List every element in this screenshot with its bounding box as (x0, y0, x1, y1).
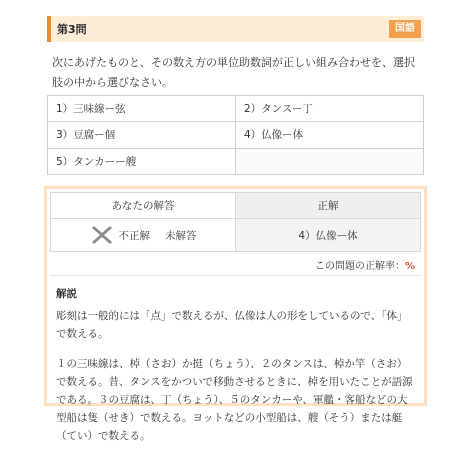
choice-2: 2）タンスー丁 (236, 96, 424, 122)
question-header (47, 16, 424, 42)
correct-answer-header: 正解 (236, 193, 421, 219)
choice-1: 1）三味線ー弦 (48, 96, 236, 122)
choice-3: 3）豆腐ー個 (48, 122, 236, 148)
explanation-paragraph-2: １の三味線は、棹（さお）か挺（ちょう）、２のタンスは、棹か竿（さお）で数える。昔、タンスをかついで移動させるときに、棹を用いたことが語源である。３の豆腐は、丁（ちょう）、５のタンカーや、軍艦・客船などの大型船は隻（せき）で数える。ヨットなどの小型船は、艘（そう）または艇（てい）で数える。 (56, 358, 413, 442)
incorrect-label: 不正解 (118, 229, 150, 242)
choice-5: 5）タンカーー艘 (48, 148, 236, 174)
explanation-paragraph-1: 彫刻は一般的には「点」で数えるが、仏像は人の形をしているので、「体」で数える。 (56, 310, 408, 340)
explanation (56, 279, 416, 457)
correct-rate-label: この問題の正解率： (314, 261, 405, 272)
explanation-title: 解説 (56, 288, 77, 300)
correct-rate-value: % (404, 261, 415, 272)
subject-badge: 国語 (389, 20, 421, 38)
question-number: 第3問 (57, 23, 87, 36)
answer-panel (44, 186, 427, 442)
divider (50, 275, 421, 276)
your-answer-header: あなたの解答 (51, 193, 236, 219)
x-mark-icon (90, 223, 114, 247)
unanswered-label: 未解答 (165, 229, 197, 242)
correct-rate (50, 257, 421, 273)
choice-4: 4）仏像ー体 (236, 122, 424, 148)
choices-table (47, 95, 424, 175)
answer-table (50, 192, 421, 252)
correct-answer-cell: 4）仏像ー体 (236, 219, 421, 252)
choice-empty-cell (236, 148, 424, 174)
your-answer-cell (51, 219, 236, 252)
question-text: 次にあげたものと、その数え方の単位助数詞が正しい組み合わせを、選択肢の中から選びなさい。 (52, 56, 415, 89)
